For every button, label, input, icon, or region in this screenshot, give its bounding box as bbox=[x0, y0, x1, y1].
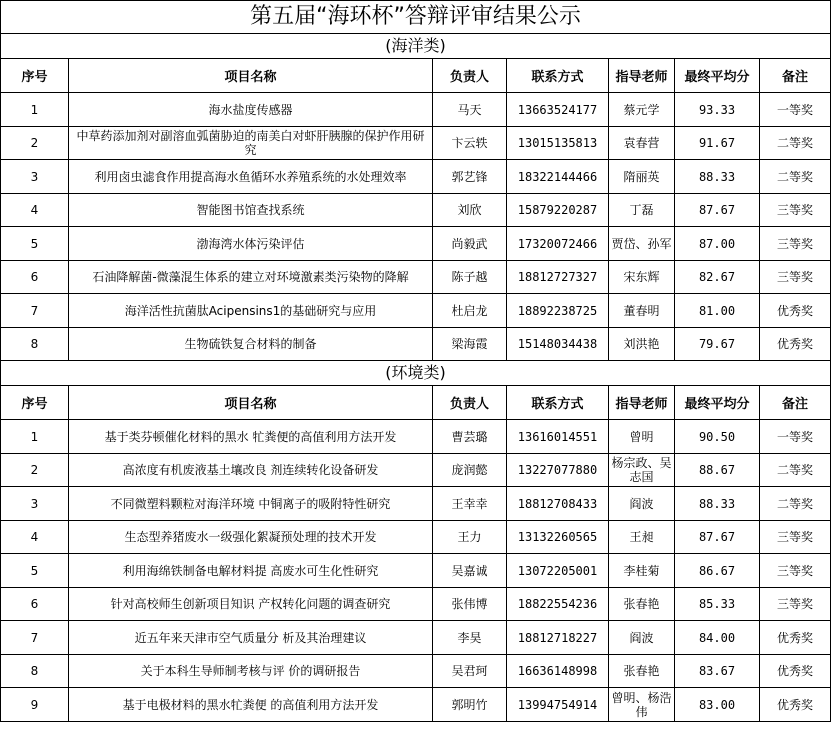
score-cell: 84.00 bbox=[675, 621, 760, 655]
table-row bbox=[1, 127, 831, 160]
project-name-cell: 高浓度有机废液基土壤改良 剂连续转化设备研发 bbox=[69, 454, 433, 487]
contact-cell: 13994754914 bbox=[507, 688, 609, 722]
index-cell: 6 bbox=[1, 261, 69, 294]
contact-cell: 18812727327 bbox=[507, 261, 609, 294]
index-cell: 3 bbox=[1, 160, 69, 194]
table-row bbox=[1, 420, 831, 454]
leader-cell: 尚毅武 bbox=[433, 227, 507, 261]
table-row bbox=[1, 655, 831, 688]
leader-cell: 陈子越 bbox=[433, 261, 507, 294]
advisor-cell: 宋东辉 bbox=[609, 261, 675, 294]
table-row bbox=[1, 261, 831, 294]
project-name-cell: 石油降解菌-微藻混生体系的建立对环境激素类污染物的降解 bbox=[69, 261, 433, 294]
table-row bbox=[1, 521, 831, 554]
leader-cell: 吴君珂 bbox=[433, 655, 507, 688]
advisor-cell: 张春艳 bbox=[609, 655, 675, 688]
column-header: 联系方式 bbox=[507, 386, 609, 420]
leader-cell: 庞润懿 bbox=[433, 454, 507, 487]
project-name-cell: 近五年来天津市空气质量分 析及其治理建议 bbox=[69, 621, 433, 655]
contact-cell: 16636148998 bbox=[507, 655, 609, 688]
leader-cell: 王幸幸 bbox=[433, 487, 507, 521]
column-header: 最终平均分 bbox=[675, 386, 760, 420]
index-cell: 6 bbox=[1, 588, 69, 621]
score-cell: 90.50 bbox=[675, 420, 760, 454]
score-cell: 85.33 bbox=[675, 588, 760, 621]
advisor-cell: 袁春营 bbox=[609, 127, 675, 160]
award-cell: 二等奖 bbox=[760, 487, 831, 521]
index-cell: 2 bbox=[1, 127, 69, 160]
project-name-cell: 智能图书馆查找系统 bbox=[69, 194, 433, 227]
advisor-cell: 曾明、杨浩伟 bbox=[609, 688, 675, 722]
column-header: 备注 bbox=[760, 59, 831, 93]
advisor-cell: 刘洪艳 bbox=[609, 328, 675, 361]
project-name-cell: 中草药添加剂对副溶血弧菌胁迫的南美白对虾肝胰腺的保护作用研究 bbox=[69, 127, 433, 160]
award-cell: 优秀奖 bbox=[760, 294, 831, 328]
award-cell: 优秀奖 bbox=[760, 655, 831, 688]
award-cell: 二等奖 bbox=[760, 127, 831, 160]
leader-cell: 曹芸璐 bbox=[433, 420, 507, 454]
award-cell: 三等奖 bbox=[760, 554, 831, 588]
score-cell: 87.00 bbox=[675, 227, 760, 261]
page-title: 第五届“海环杯”答辩评审结果公示 bbox=[1, 1, 831, 34]
contact-cell: 13015135813 bbox=[507, 127, 609, 160]
table-row bbox=[1, 554, 831, 588]
leader-cell: 马天 bbox=[433, 93, 507, 127]
project-name-cell: 生态型养猪废水一级强化絮凝预处理的技术开发 bbox=[69, 521, 433, 554]
contact-cell: 13227077880 bbox=[507, 454, 609, 487]
index-cell: 5 bbox=[1, 554, 69, 588]
award-cell: 优秀奖 bbox=[760, 328, 831, 361]
table-row bbox=[1, 588, 831, 621]
header-row bbox=[1, 59, 831, 93]
index-cell: 8 bbox=[1, 655, 69, 688]
index-cell: 4 bbox=[1, 194, 69, 227]
advisor-cell: 张春艳 bbox=[609, 588, 675, 621]
project-name-cell: 针对高校师生创新项目知识 产权转化问题的调查研究 bbox=[69, 588, 433, 621]
leader-cell: 郭艺锋 bbox=[433, 160, 507, 194]
advisor-cell: 曾明 bbox=[609, 420, 675, 454]
award-cell: 一等奖 bbox=[760, 93, 831, 127]
award-cell: 三等奖 bbox=[760, 521, 831, 554]
score-cell: 93.33 bbox=[675, 93, 760, 127]
award-cell: 优秀奖 bbox=[760, 688, 831, 722]
project-name-cell: 利用海绵铁制备电解材料提 高废水可生化性研究 bbox=[69, 554, 433, 588]
index-cell: 9 bbox=[1, 688, 69, 722]
leader-cell: 刘欣 bbox=[433, 194, 507, 227]
results-table-body bbox=[1, 1, 831, 722]
column-header: 负责人 bbox=[433, 59, 507, 93]
leader-cell: 张伟博 bbox=[433, 588, 507, 621]
index-cell: 1 bbox=[1, 93, 69, 127]
table-row bbox=[1, 227, 831, 261]
contact-cell: 17320072466 bbox=[507, 227, 609, 261]
index-cell: 8 bbox=[1, 328, 69, 361]
column-header: 联系方式 bbox=[507, 59, 609, 93]
award-cell: 三等奖 bbox=[760, 588, 831, 621]
contact-cell: 13072205001 bbox=[507, 554, 609, 588]
contact-cell: 13132260565 bbox=[507, 521, 609, 554]
column-header: 序号 bbox=[1, 386, 69, 420]
project-name-cell: 海水盐度传感器 bbox=[69, 93, 433, 127]
column-header: 负责人 bbox=[433, 386, 507, 420]
section-row bbox=[1, 34, 831, 59]
award-cell: 二等奖 bbox=[760, 160, 831, 194]
leader-cell: 王力 bbox=[433, 521, 507, 554]
contact-cell: 18812708433 bbox=[507, 487, 609, 521]
column-header: 指导老师 bbox=[609, 59, 675, 93]
award-cell: 优秀奖 bbox=[760, 621, 831, 655]
table-row bbox=[1, 328, 831, 361]
table-row bbox=[1, 160, 831, 194]
index-cell: 1 bbox=[1, 420, 69, 454]
table-row bbox=[1, 454, 831, 487]
column-header: 项目名称 bbox=[69, 386, 433, 420]
table-row bbox=[1, 93, 831, 127]
index-cell: 5 bbox=[1, 227, 69, 261]
award-cell: 一等奖 bbox=[760, 420, 831, 454]
award-cell: 三等奖 bbox=[760, 194, 831, 227]
contact-cell: 13663524177 bbox=[507, 93, 609, 127]
section-row bbox=[1, 361, 831, 386]
score-cell: 81.00 bbox=[675, 294, 760, 328]
advisor-cell: 王昶 bbox=[609, 521, 675, 554]
column-header: 项目名称 bbox=[69, 59, 433, 93]
score-cell: 87.67 bbox=[675, 521, 760, 554]
contact-cell: 18822554236 bbox=[507, 588, 609, 621]
score-cell: 83.00 bbox=[675, 688, 760, 722]
contact-cell: 18322144466 bbox=[507, 160, 609, 194]
advisor-cell: 贾岱、孙军 bbox=[609, 227, 675, 261]
score-cell: 88.33 bbox=[675, 160, 760, 194]
award-cell: 三等奖 bbox=[760, 227, 831, 261]
advisor-cell: 阎波 bbox=[609, 621, 675, 655]
project-name-cell: 生物硫铁复合材料的制备 bbox=[69, 328, 433, 361]
table-row bbox=[1, 621, 831, 655]
project-name-cell: 海洋活性抗菌肽Acipensins1的基础研究与应用 bbox=[69, 294, 433, 328]
leader-cell: 郭明竹 bbox=[433, 688, 507, 722]
column-header: 最终平均分 bbox=[675, 59, 760, 93]
section-title: (海洋类) bbox=[1, 34, 831, 59]
leader-cell: 梁海霞 bbox=[433, 328, 507, 361]
score-cell: 88.67 bbox=[675, 454, 760, 487]
advisor-cell: 杨宗政、吴志国 bbox=[609, 454, 675, 487]
score-cell: 82.67 bbox=[675, 261, 760, 294]
contact-cell: 15879220287 bbox=[507, 194, 609, 227]
score-cell: 83.67 bbox=[675, 655, 760, 688]
contact-cell: 18812718227 bbox=[507, 621, 609, 655]
contact-cell: 15148034438 bbox=[507, 328, 609, 361]
index-cell: 3 bbox=[1, 487, 69, 521]
title-row bbox=[1, 1, 831, 34]
project-name-cell: 基于电极材料的黑水牤粪便 的高值利用方法开发 bbox=[69, 688, 433, 722]
project-name-cell: 利用卤虫滤食作用提高海水鱼循环水养殖系统的水处理效率 bbox=[69, 160, 433, 194]
advisor-cell: 丁磊 bbox=[609, 194, 675, 227]
advisor-cell: 蔡元学 bbox=[609, 93, 675, 127]
score-cell: 86.67 bbox=[675, 554, 760, 588]
index-cell: 7 bbox=[1, 294, 69, 328]
award-cell: 三等奖 bbox=[760, 261, 831, 294]
header-row bbox=[1, 386, 831, 420]
table-row bbox=[1, 194, 831, 227]
advisor-cell: 隋丽英 bbox=[609, 160, 675, 194]
contact-cell: 18892238725 bbox=[507, 294, 609, 328]
index-cell: 7 bbox=[1, 621, 69, 655]
column-header: 序号 bbox=[1, 59, 69, 93]
project-name-cell: 不同微塑料颗粒对海洋环境 中铜离子的吸附特性研究 bbox=[69, 487, 433, 521]
leader-cell: 卞云轶 bbox=[433, 127, 507, 160]
score-cell: 87.67 bbox=[675, 194, 760, 227]
score-cell: 88.33 bbox=[675, 487, 760, 521]
index-cell: 2 bbox=[1, 454, 69, 487]
advisor-cell: 阎波 bbox=[609, 487, 675, 521]
score-cell: 91.67 bbox=[675, 127, 760, 160]
project-name-cell: 关于本科生导师制考核与评 价的调研报告 bbox=[69, 655, 433, 688]
score-cell: 79.67 bbox=[675, 328, 760, 361]
contact-cell: 13616014551 bbox=[507, 420, 609, 454]
project-name-cell: 基于类芬顿催化材料的黑水 牤粪便的高值利用方法开发 bbox=[69, 420, 433, 454]
leader-cell: 杜启龙 bbox=[433, 294, 507, 328]
table-row bbox=[1, 487, 831, 521]
award-cell: 二等奖 bbox=[760, 454, 831, 487]
advisor-cell: 董春明 bbox=[609, 294, 675, 328]
table-row bbox=[1, 294, 831, 328]
leader-cell: 李昊 bbox=[433, 621, 507, 655]
section-title: (环境类) bbox=[1, 361, 831, 386]
project-name-cell: 渤海湾水体污染评估 bbox=[69, 227, 433, 261]
index-cell: 4 bbox=[1, 521, 69, 554]
column-header: 备注 bbox=[760, 386, 831, 420]
advisor-cell: 李桂菊 bbox=[609, 554, 675, 588]
column-header: 指导老师 bbox=[609, 386, 675, 420]
leader-cell: 吴嘉诚 bbox=[433, 554, 507, 588]
table-row bbox=[1, 688, 831, 722]
